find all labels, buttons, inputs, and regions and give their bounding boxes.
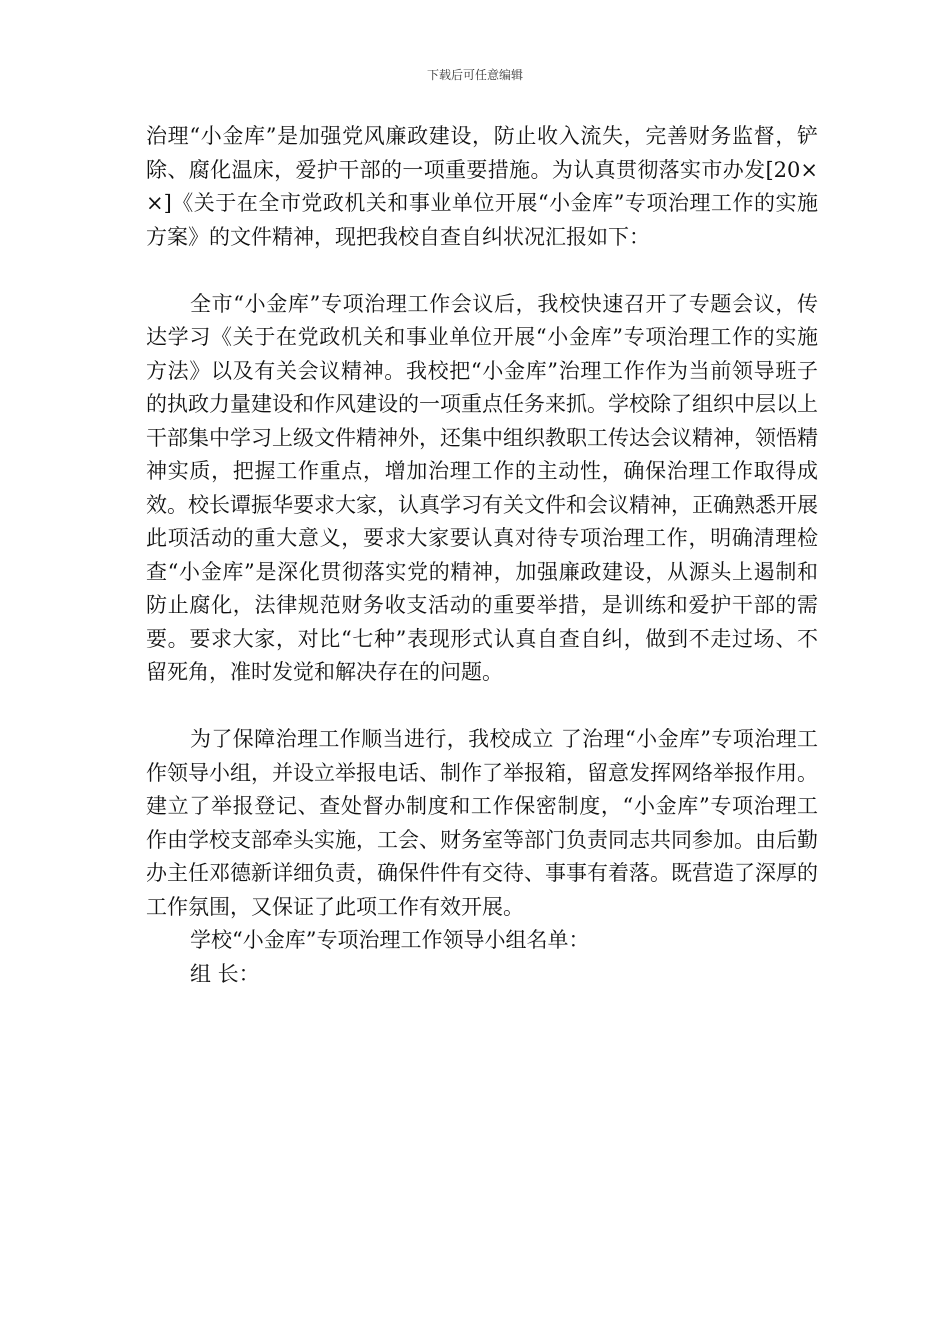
paragraph-leader: 组 长： <box>190 961 260 986</box>
page-header-note: 下载后可任意编辑 <box>426 68 523 82</box>
paragraph-gap <box>146 254 818 288</box>
paragraph-meeting: 全市“小金库”专项治理工作会议后，我校快速召开了专题会议，传达学习《关于在党政机关和事业单位开展“小金库”专项治理工作的实施方法》以及有关会议精神。我校把“小金库”治理工作作为当前领导班子的执政力量建设和作风建设的一项重点任务来抓。学校除了组织中层以上干部集中学习上级文件精神外，还集中组织教职工传达会议精神，领悟精神实质，把握工作重点，增加治理工作的主动性，确保治理工作取得成效。校长谭振华要求大家，认真学习有关文件和会议精神，正确熟悉开展此项活动的重大意义，要求大家要认真对待专项治理工作，明确清理检查“小金库”是深化贯彻落实党的精神，加强廉政建设，从源头上遏制和防止腐化，法律规范财务收支活动的重要举措，是训练和爱护干部的需要。要求大家，对比“七种”表现形式认真自查自纠，做到不走过场、不留死角，准时发觉和解决存在的问题。 <box>146 291 818 684</box>
paragraph-list-title: 学校“小金库”专项治理工作领导小组名单： <box>190 928 590 952</box>
paragraph-organization: 为了保障治理工作顺当进行，我校成立 了治理“小金库”专项治理工作领导小组，并设立举报电话、制作了举报箱，留意发挥网络举报作用。建立了举报登记、查处督办制度和工作保密制度，“小金库”专项治理工作由学校支部牵头实施，工会、财务室等部门负责同志共同参加。由后勤办主任邓德新详细负责，确保件件有交待、事事有着落。既营造了深厚的工作氛围，又保证了此项工作有效开展。 <box>146 727 818 919</box>
paragraph-gap <box>146 690 818 724</box>
paragraph-intro: 治理“小金库”是加强党风廉政建设，防止收入流失，完善财务监督，铲除、腐化温床，爱护干部的一项重要措施。为认真贯彻落实市办发[20××]《关于在全市党政机关和事业单位开展“小金库”专项治理工作的实施方案》的文件精神，现把我校自查自纠状况汇报如下： <box>146 124 818 249</box>
document-body <box>146 120 818 991</box>
